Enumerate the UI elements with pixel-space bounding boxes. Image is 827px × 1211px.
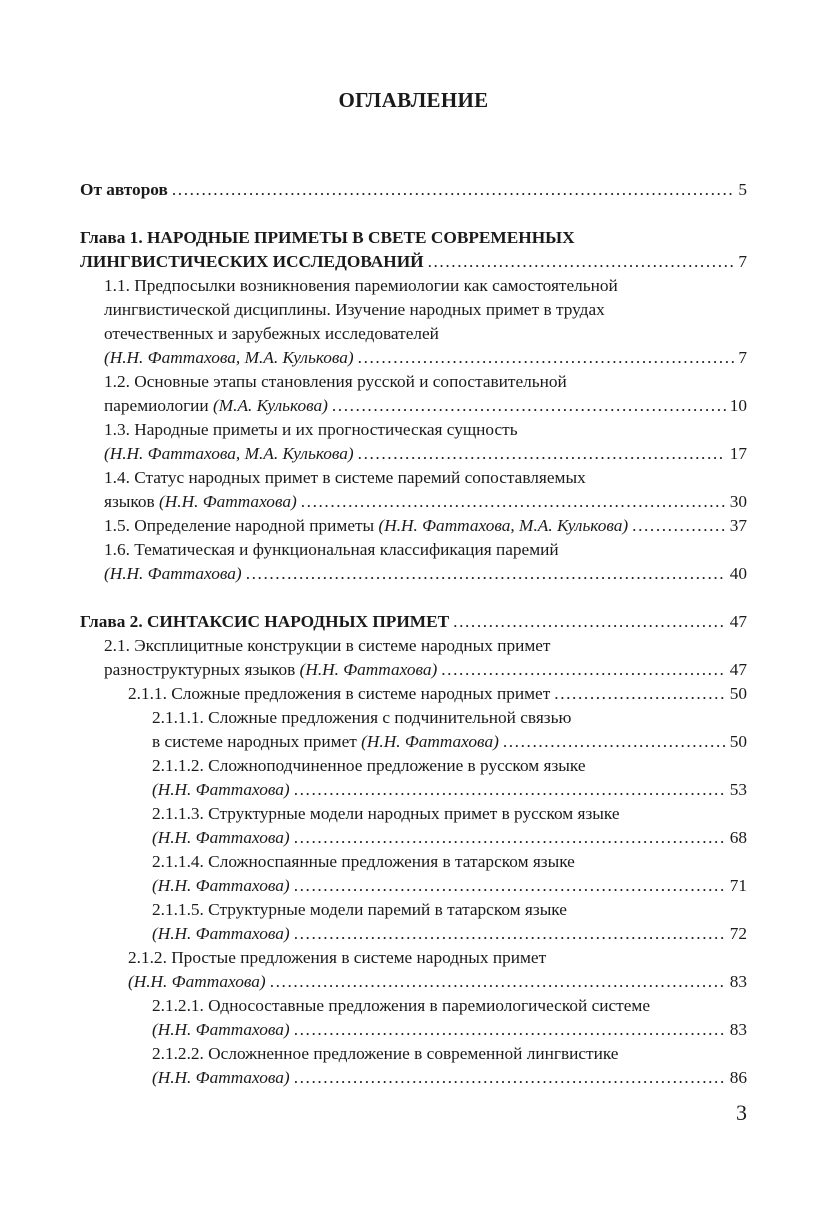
toc-entry-final-line	[152, 826, 747, 850]
toc-entry-line: 2.1.2.2. Осложненное предложение в современной лингвистике	[152, 1044, 619, 1063]
toc-entry-line: 2.1.1.3. Структурные модели народных примет в русском языке	[152, 804, 620, 823]
toc-entry-author: (Н.Н. Фаттахова)	[152, 924, 290, 943]
toc-entry-final-line	[152, 922, 747, 946]
toc-entry-page: 7	[738, 252, 747, 271]
toc-entry-author: (Н.Н. Фаттахова)	[361, 732, 499, 751]
dot-leader	[301, 490, 726, 514]
toc-entry-line: 1.2. Основные этапы становления русской и сопоставительной	[104, 372, 567, 391]
toc-entry-final-line	[104, 346, 747, 370]
toc-entry-final-line	[80, 178, 747, 202]
toc-entry[interactable]	[80, 706, 747, 754]
toc-entry-line: лингвистической дисциплины. Изучение народных примет в трудах	[104, 300, 605, 319]
toc-entry[interactable]	[80, 274, 747, 370]
toc-entry-final-line	[128, 970, 747, 994]
toc-entry-author: (Н.Н. Фаттахова)	[152, 1068, 290, 1087]
toc-entry-page: 83	[729, 972, 747, 991]
toc-entry[interactable]	[80, 610, 747, 634]
toc-entry-page: 71	[729, 876, 747, 895]
toc-entry-text: 2.1.1. Сложные предложения в системе народных примет	[128, 684, 551, 703]
toc-entry-text	[104, 346, 354, 370]
toc-entry-text	[152, 874, 290, 898]
toc-entry-final-line	[152, 1066, 747, 1090]
toc-entry-page: 40	[729, 564, 747, 583]
toc-entry-page: 83	[729, 1020, 747, 1039]
toc-entry-author: (Н.Н. Фаттахова)	[152, 828, 290, 847]
toc-entry[interactable]	[80, 418, 747, 466]
toc-entry-author: (Н.Н. Фаттахова, М.А. Кулькова)	[104, 348, 354, 367]
toc-entry-line: 2.1.2.1. Односоставные предложения в паремиологической системе	[152, 996, 650, 1015]
toc-entry-text: 1.5. Определение народной приметы (Н.Н. Фаттахова, М.А. Кулькова)	[104, 516, 629, 535]
toc-entry[interactable]	[80, 994, 747, 1042]
toc-entry-line: 1.1. Предпосылки возникновения паремиологии как самостоятельной	[104, 276, 618, 295]
toc-entry-page: 7	[738, 348, 747, 367]
toc-entry-final-line	[104, 658, 747, 682]
toc-entry-final-line	[152, 874, 747, 898]
toc-entry-final-line	[152, 778, 747, 802]
toc-entry-text	[152, 1018, 290, 1042]
toc-entry-text: ЛИНГВИСТИЧЕСКИХ ИССЛЕДОВАНИЙ	[80, 252, 424, 271]
toc-entry-author: (Н.Н. Фаттахова)	[104, 564, 242, 583]
toc-entry-text: в системе народных примет (Н.Н. Фаттахова)	[152, 732, 499, 751]
toc-entry-page: 10	[729, 396, 747, 415]
toc-entry-final-line	[152, 730, 747, 754]
toc-entry-text: паремиологии (М.А. Кулькова)	[104, 396, 328, 415]
toc-entry-author: (Н.Н. Фаттахова)	[152, 876, 290, 895]
toc-entry-page: 53	[729, 780, 747, 799]
toc-entry-final-line	[80, 610, 747, 634]
table-of-contents	[80, 178, 747, 1090]
toc-entry[interactable]	[80, 802, 747, 850]
toc-entry-text: языков (Н.Н. Фаттахова)	[104, 492, 297, 511]
toc-entry-final-line	[104, 442, 747, 466]
toc-entry-text	[152, 1066, 290, 1090]
dot-leader	[358, 346, 735, 370]
toc-entry-page: 50	[729, 684, 747, 703]
dot-leader	[294, 778, 726, 802]
toc-entry-final-line	[104, 514, 747, 538]
toc-entry-text	[152, 922, 290, 946]
dot-leader	[246, 562, 726, 586]
dot-leader	[428, 250, 735, 274]
toc-entry-text: От авторов	[80, 180, 168, 199]
dot-leader	[294, 922, 726, 946]
toc-entry-line: 1.3. Народные приметы и их прогностическая сущность	[104, 420, 518, 439]
toc-entry-page: 17	[729, 444, 747, 463]
toc-entry[interactable]	[80, 1042, 747, 1090]
toc-entry-page: 30	[729, 492, 747, 511]
toc-entry-author: (Н.Н. Фаттахова, М.А. Кулькова)	[104, 444, 354, 463]
toc-entry-line: 2.1.1.4. Сложноспаянные предложения в татарском языке	[152, 852, 575, 871]
toc-entry-final-line	[128, 682, 747, 706]
toc-entry-page: 68	[729, 828, 747, 847]
toc-entry-text: Глава 2. СИНТАКСИС НАРОДНЫХ ПРИМЕТ	[80, 612, 450, 631]
toc-entry-line: 2.1.2. Простые предложения в системе народных примет	[128, 948, 547, 967]
toc-entry-author: (Н.Н. Фаттахова)	[152, 1020, 290, 1039]
toc-entry[interactable]	[80, 850, 747, 898]
dot-leader	[441, 658, 725, 682]
page-title: ОГЛАВЛЕНИЕ	[338, 88, 489, 112]
toc-entry-final-line	[104, 562, 747, 586]
toc-entry[interactable]	[80, 634, 747, 682]
toc-entry-line: 1.4. Статус народных примет в системе паремий сопоставляемых	[104, 468, 586, 487]
toc-entry-page: 86	[729, 1068, 747, 1087]
dot-leader	[632, 514, 726, 538]
toc-entry-final-line	[104, 394, 747, 418]
toc-entry-line: Глава 1. НАРОДНЫЕ ПРИМЕТЫ В СВЕТЕ СОВРЕМЕННЫХ	[80, 228, 575, 247]
toc-entry-page: 50	[729, 732, 747, 751]
toc-entry-text	[104, 442, 354, 466]
toc-entry-final-line	[104, 490, 747, 514]
toc-entry-line: отечественных и зарубежных исследователей	[104, 324, 439, 343]
toc-entry[interactable]	[80, 178, 747, 202]
toc-entry-text	[152, 778, 290, 802]
toc-entry-page: 72	[729, 924, 747, 943]
toc-entry[interactable]	[80, 370, 747, 418]
toc-entry-author: (Н.Н. Фаттахова)	[128, 972, 266, 991]
toc-entry[interactable]	[80, 466, 747, 514]
toc-entry-line: 1.6. Тематическая и функциональная классификация паремий	[104, 540, 559, 559]
dot-leader	[332, 394, 726, 418]
dot-leader	[294, 1018, 726, 1042]
toc-entry-text	[152, 826, 290, 850]
dot-leader	[294, 826, 726, 850]
dot-leader	[503, 730, 726, 754]
toc-entry-author: (М.А. Кулькова)	[213, 396, 328, 415]
toc-entry[interactable]	[80, 946, 747, 994]
toc-entry-final-line	[152, 1018, 747, 1042]
toc-entry-author: (Н.Н. Фаттахова)	[152, 780, 290, 799]
toc-entry[interactable]	[80, 514, 747, 538]
toc-entry-author: (Н.Н. Фаттахова)	[299, 660, 438, 679]
toc-entry-line: 2.1.1.2. Сложноподчиненное предложение в русском языке	[152, 756, 586, 775]
dot-leader	[554, 682, 725, 706]
toc-entry-page: 5	[738, 180, 747, 199]
toc-entry[interactable]	[80, 226, 747, 274]
page-number: 3	[736, 1100, 747, 1125]
toc-entry-text: разноструктурных языков (Н.Н. Фаттахова)	[104, 660, 438, 679]
dot-leader	[453, 610, 726, 634]
toc-entry-line: 2.1.1.1. Сложные предложения с подчинительной связью	[152, 708, 572, 727]
toc-entry-author: (Н.Н. Фаттахова)	[159, 492, 297, 511]
dot-leader	[294, 874, 726, 898]
toc-entry-page: 37	[729, 516, 747, 535]
toc-entry-author: (Н.Н. Фаттахова, М.А. Кулькова)	[378, 516, 629, 535]
toc-entry-final-line	[80, 250, 747, 274]
toc-entry[interactable]	[80, 754, 747, 802]
dot-leader	[172, 178, 735, 202]
toc-entry-text	[128, 970, 266, 994]
toc-entry[interactable]	[80, 538, 747, 586]
dot-leader	[358, 442, 726, 466]
toc-entry-page: 47	[729, 612, 747, 631]
toc-entry[interactable]	[80, 682, 747, 706]
dot-leader	[294, 1066, 726, 1090]
toc-entry-line: 2.1.1.5. Структурные модели паремий в татарском языке	[152, 900, 567, 919]
dot-leader	[270, 970, 726, 994]
toc-entry-text	[104, 562, 242, 586]
toc-entry[interactable]	[80, 898, 747, 946]
toc-entry-line: 2.1. Эксплицитные конструкции в системе народных примет	[104, 636, 551, 655]
toc-entry-page: 47	[729, 660, 747, 679]
